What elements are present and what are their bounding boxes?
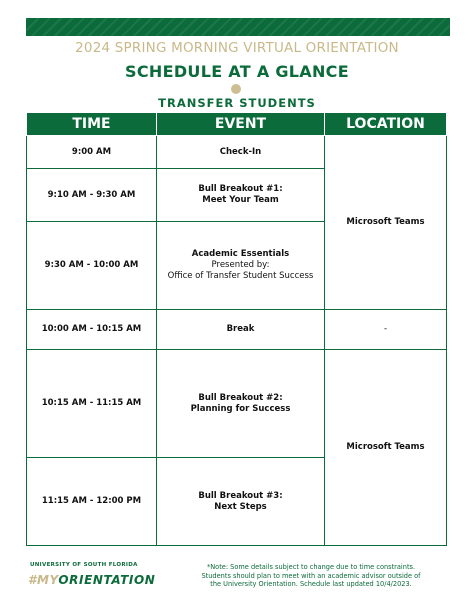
university-name: UNIVERSITY OF SOUTH FLORIDA [30,562,138,568]
column-header-time: TIME [27,113,157,136]
event-title-line2: Planning for Success [190,403,291,414]
page-title: SCHEDULE AT A GLANCE [125,62,349,81]
event-cell [157,458,325,546]
time-cell: 10:00 AM - 10:15 AM [27,310,157,350]
divider-dot [231,84,241,94]
event-title-line2: Next Steps [214,501,267,512]
event-title: Bull Breakout #1: [198,184,283,194]
time-cell: 11:15 AM - 12:00 PM [27,458,157,546]
schedule-table [26,112,447,546]
time-cell: 10:15 AM - 11:15 AM [27,350,157,458]
logo-hash: # [28,573,37,587]
location-cell: Microsoft Teams [325,136,447,310]
header-band [26,18,450,36]
table-row [27,350,447,458]
event-title: Bull Breakout #3: [198,490,283,501]
event-title: Bull Breakout #2: [198,392,283,403]
event-cell [157,310,325,350]
logo-orientation: ORIENTATION [58,573,156,587]
event-title: Break [226,324,255,334]
event-detail-line2: Office of Transfer Student Success [167,271,314,281]
event-title: Check-In [219,146,262,157]
location-cell: Microsoft Teams [325,350,447,546]
footnote: *Note: Some details subject to change due to time constraints. Students should plan to meet with an academic advisor outside of the University Orientation. Schedule last updated 10/4/2023. [201,563,421,589]
logo-my: MY [36,573,59,587]
event-detail-line1: Presented by: [211,260,270,270]
time-cell: 9:10 AM - 9:30 AM [27,169,157,222]
event-cell [157,222,325,310]
myorientation-logo [28,573,155,587]
event-title: Academic Essentials [191,249,290,259]
page-subtitle: TRANSFER STUDENTS [158,96,316,110]
table-header-row [27,113,447,136]
column-header-location: LOCATION [325,113,447,136]
event-title-line2: Meet Your Team [202,195,279,205]
table-row [27,136,447,169]
time-cell: 9:00 AM [27,136,157,169]
time-cell: 9:30 AM - 10:00 AM [27,222,157,310]
event-cell [157,136,325,169]
table-row [27,310,447,350]
event-cell [157,169,325,222]
event-cell [157,350,325,458]
orientation-kicker: 2024 SPRING MORNING VIRTUAL ORIENTATION [75,40,399,56]
location-cell: - [325,310,447,350]
column-header-event: EVENT [157,113,325,136]
